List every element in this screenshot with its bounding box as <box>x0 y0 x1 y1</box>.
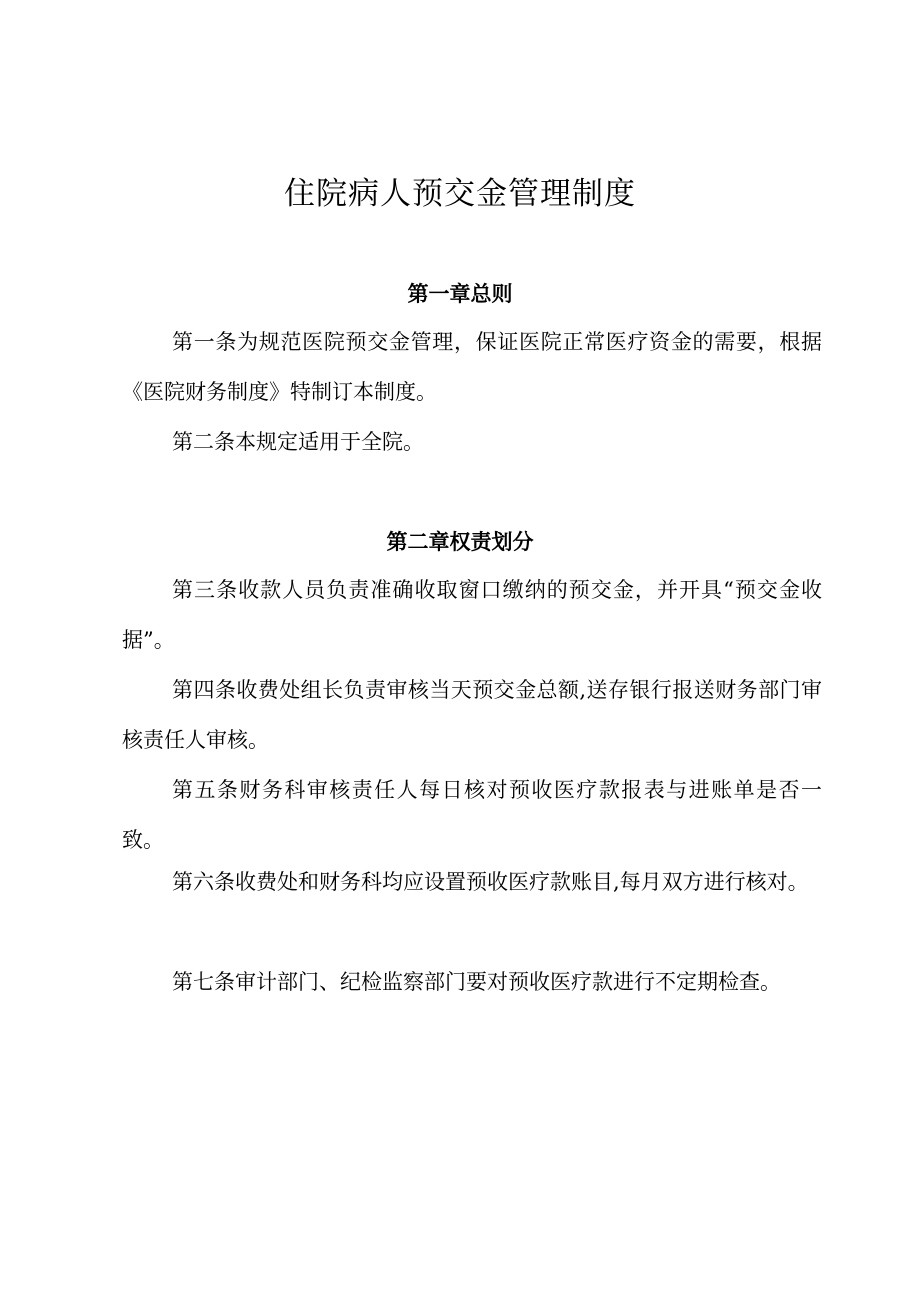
chapter-heading-1: 第一章总则 <box>407 282 513 306</box>
article-6: 第六条收费处和财务科均应设置预收医疗款账目,每月双方进行核对。 <box>172 870 809 894</box>
chapter-heading-2: 第二章权责划分 <box>386 530 534 554</box>
document-title: 住院病人预交金管理制度 <box>284 176 636 212</box>
article-2: 第二条本规定适用于全院。 <box>172 430 424 454</box>
article-3: 第三条收款人员负责准确收取窗口缴纳的预交金，并开具“预交金收据”。 <box>122 578 822 652</box>
article-5: 第五条财务科审核责任人每日核对预收医疗款报表与进账单是否一致。 <box>122 778 822 852</box>
article-4: 第四条收费处组长负责审核当天预交金总额,送存银行报送财务部门审核责任人审核。 <box>122 678 822 752</box>
article-7: 第七条审计部门、纪检监察部门要对预收医疗款进行不定期检查。 <box>172 970 781 994</box>
article-1: 第一条为规范医院预交金管理，保证医院正常医疗资金的需要，根据《医院财务制度》特制订本制度。 <box>122 330 822 404</box>
